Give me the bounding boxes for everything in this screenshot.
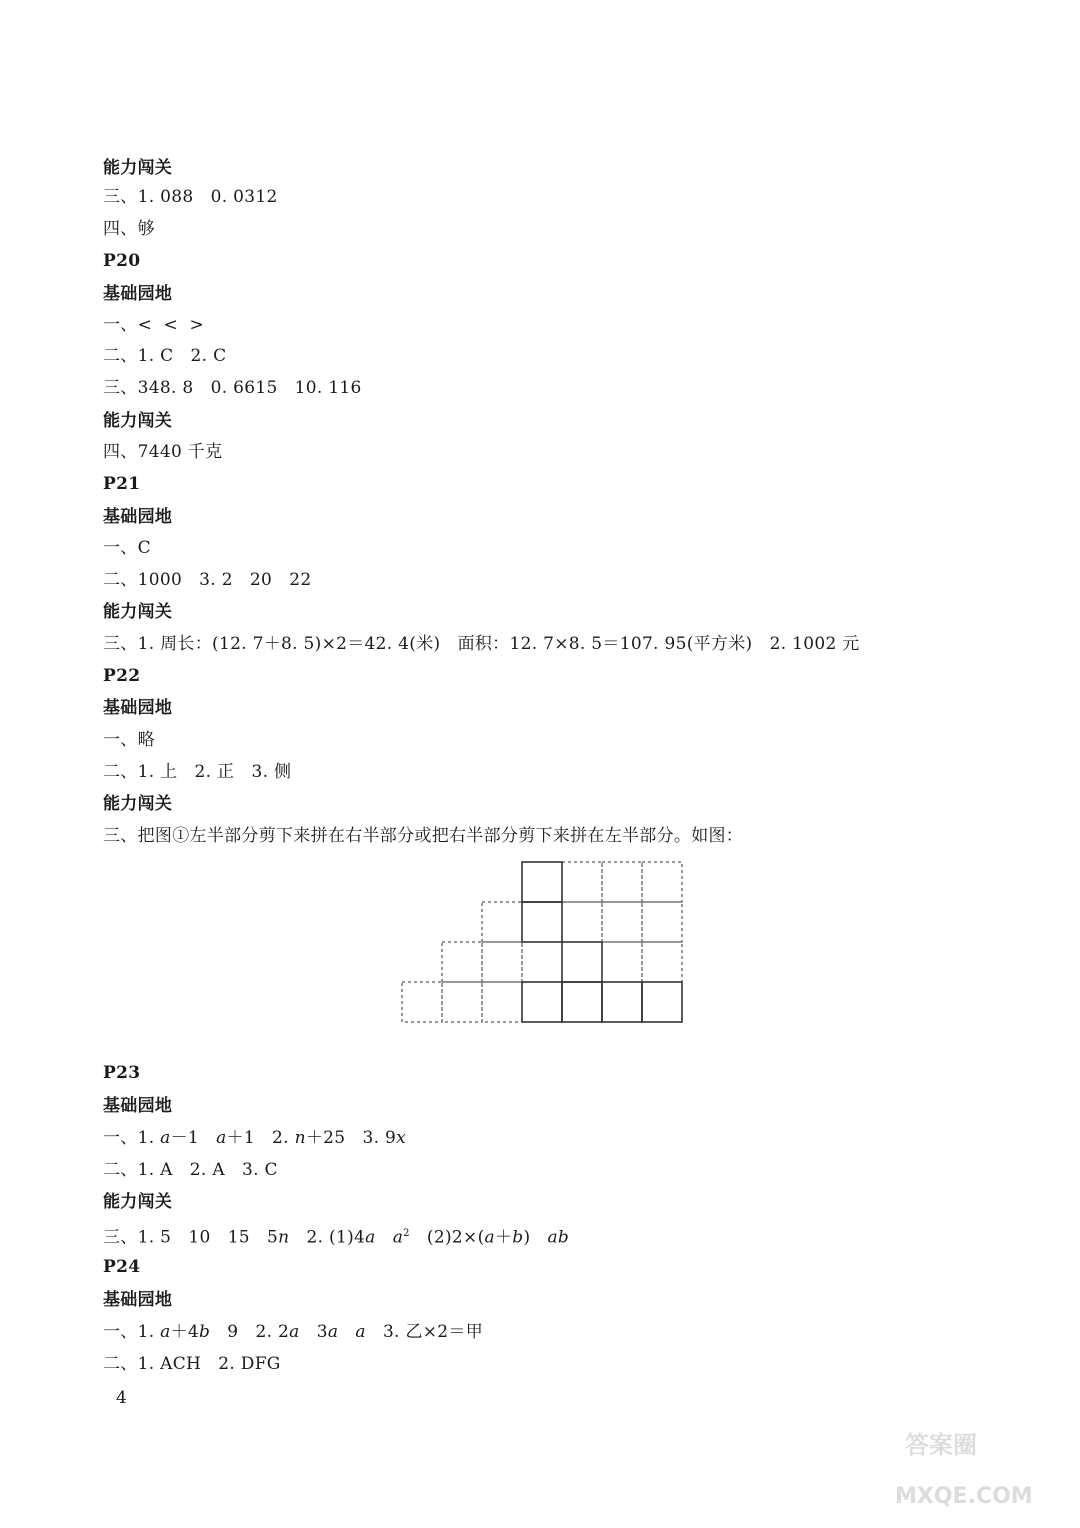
grid-cell-dashed — [602, 862, 642, 902]
grid-cell-solid — [562, 982, 602, 1022]
answer-line: 三、1. 088 0. 0312 — [103, 187, 278, 207]
grid-cell-dashed — [562, 862, 602, 902]
grid-cell-dashed — [642, 902, 682, 942]
answer-line: 一、略 — [103, 730, 155, 750]
answer-line: 四、够 — [103, 219, 155, 239]
grid-cell-dashed — [482, 902, 522, 942]
grid-cell-dashed — [602, 942, 642, 982]
section-heading: 基础园地 — [103, 1096, 173, 1116]
page-label: P23 — [103, 1063, 141, 1083]
page-label: P22 — [103, 666, 141, 686]
grid-cell-dashed — [482, 982, 522, 1022]
section-heading: 能力闯关 — [103, 794, 173, 814]
grid-cell-dashed — [562, 902, 602, 942]
answer-line: 一、C — [103, 538, 151, 558]
page-label: P24 — [103, 1257, 141, 1277]
watermark-logo — [895, 1408, 1065, 1518]
section-heading: 能力闯关 — [103, 602, 173, 622]
section-heading: 基础园地 — [103, 507, 173, 527]
answer-line: 三、1. 周长：(12. 7＋8. 5)×2＝42. 4(米) 面积：12. 7×8. 5＝107. 95(平方米) 2. 1002 元 — [103, 634, 860, 654]
grid-cell-dashed — [442, 942, 482, 982]
grid-cell-solid — [562, 942, 602, 982]
answer-line: 二、1. ACH 2. DFG — [103, 1354, 281, 1374]
page-number: 4 — [116, 1388, 127, 1408]
grid-cell-solid — [602, 982, 642, 1022]
answer-line: 一、1. a－1 a＋1 2. n＋25 3. 9x — [103, 1128, 407, 1148]
shape-grid-figure — [398, 858, 688, 1028]
answer-line: 二、1. C 2. C — [103, 346, 227, 366]
section-heading: 基础园地 — [103, 698, 173, 718]
answer-line: 三、1. 5 10 15 5n 2. (1)4a $a^2$ (2)2×(a＋b) ab — [103, 1227, 570, 1248]
answer-line: 三、348. 8 0. 6615 10. 116 — [103, 378, 362, 398]
section-heading: 能力闯关 — [103, 158, 173, 178]
answer-line: 二、1. 上 2. 正 3. 侧 — [103, 762, 292, 782]
watermark-text-cn: 答案圈 — [905, 1431, 977, 1459]
answer-line: 一、1. a＋4b 9 2. 2a 3a a 3. 乙×2＝甲 — [103, 1322, 484, 1342]
grid-cell-dashed — [642, 942, 682, 982]
grid-cell-dashed — [482, 942, 522, 982]
grid-cell-solid — [642, 982, 682, 1022]
grid-cell-solid — [522, 902, 562, 942]
page-label: P20 — [103, 251, 141, 271]
grid-cell-solid — [522, 862, 562, 902]
grid-cell-dashed — [522, 942, 562, 982]
grid-cell-dashed — [442, 982, 482, 1022]
section-heading: 能力闯关 — [103, 1192, 173, 1212]
grid-cell-dashed — [602, 902, 642, 942]
grid-cell-solid — [522, 982, 562, 1022]
answer-line: 二、1000 3. 2 20 22 — [103, 570, 312, 590]
section-heading: 基础园地 — [103, 1290, 173, 1310]
answer-line: 一、< < > — [103, 315, 205, 335]
grid-cell-dashed — [402, 982, 442, 1022]
section-heading: 能力闯关 — [103, 411, 173, 431]
grid-cell-dashed — [642, 862, 682, 902]
section-heading: 基础园地 — [103, 284, 173, 304]
answer-line: 三、把图①左半部分剪下来拼在右半部分或把右半部分剪下来拼在左半部分。如图： — [103, 826, 744, 846]
answer-line: 四、7440 千克 — [103, 442, 223, 462]
watermark-text-url: MXQE.COM — [895, 1484, 1033, 1509]
page-label: P21 — [103, 474, 141, 494]
answer-line: 二、1. A 2. A 3. C — [103, 1160, 278, 1180]
